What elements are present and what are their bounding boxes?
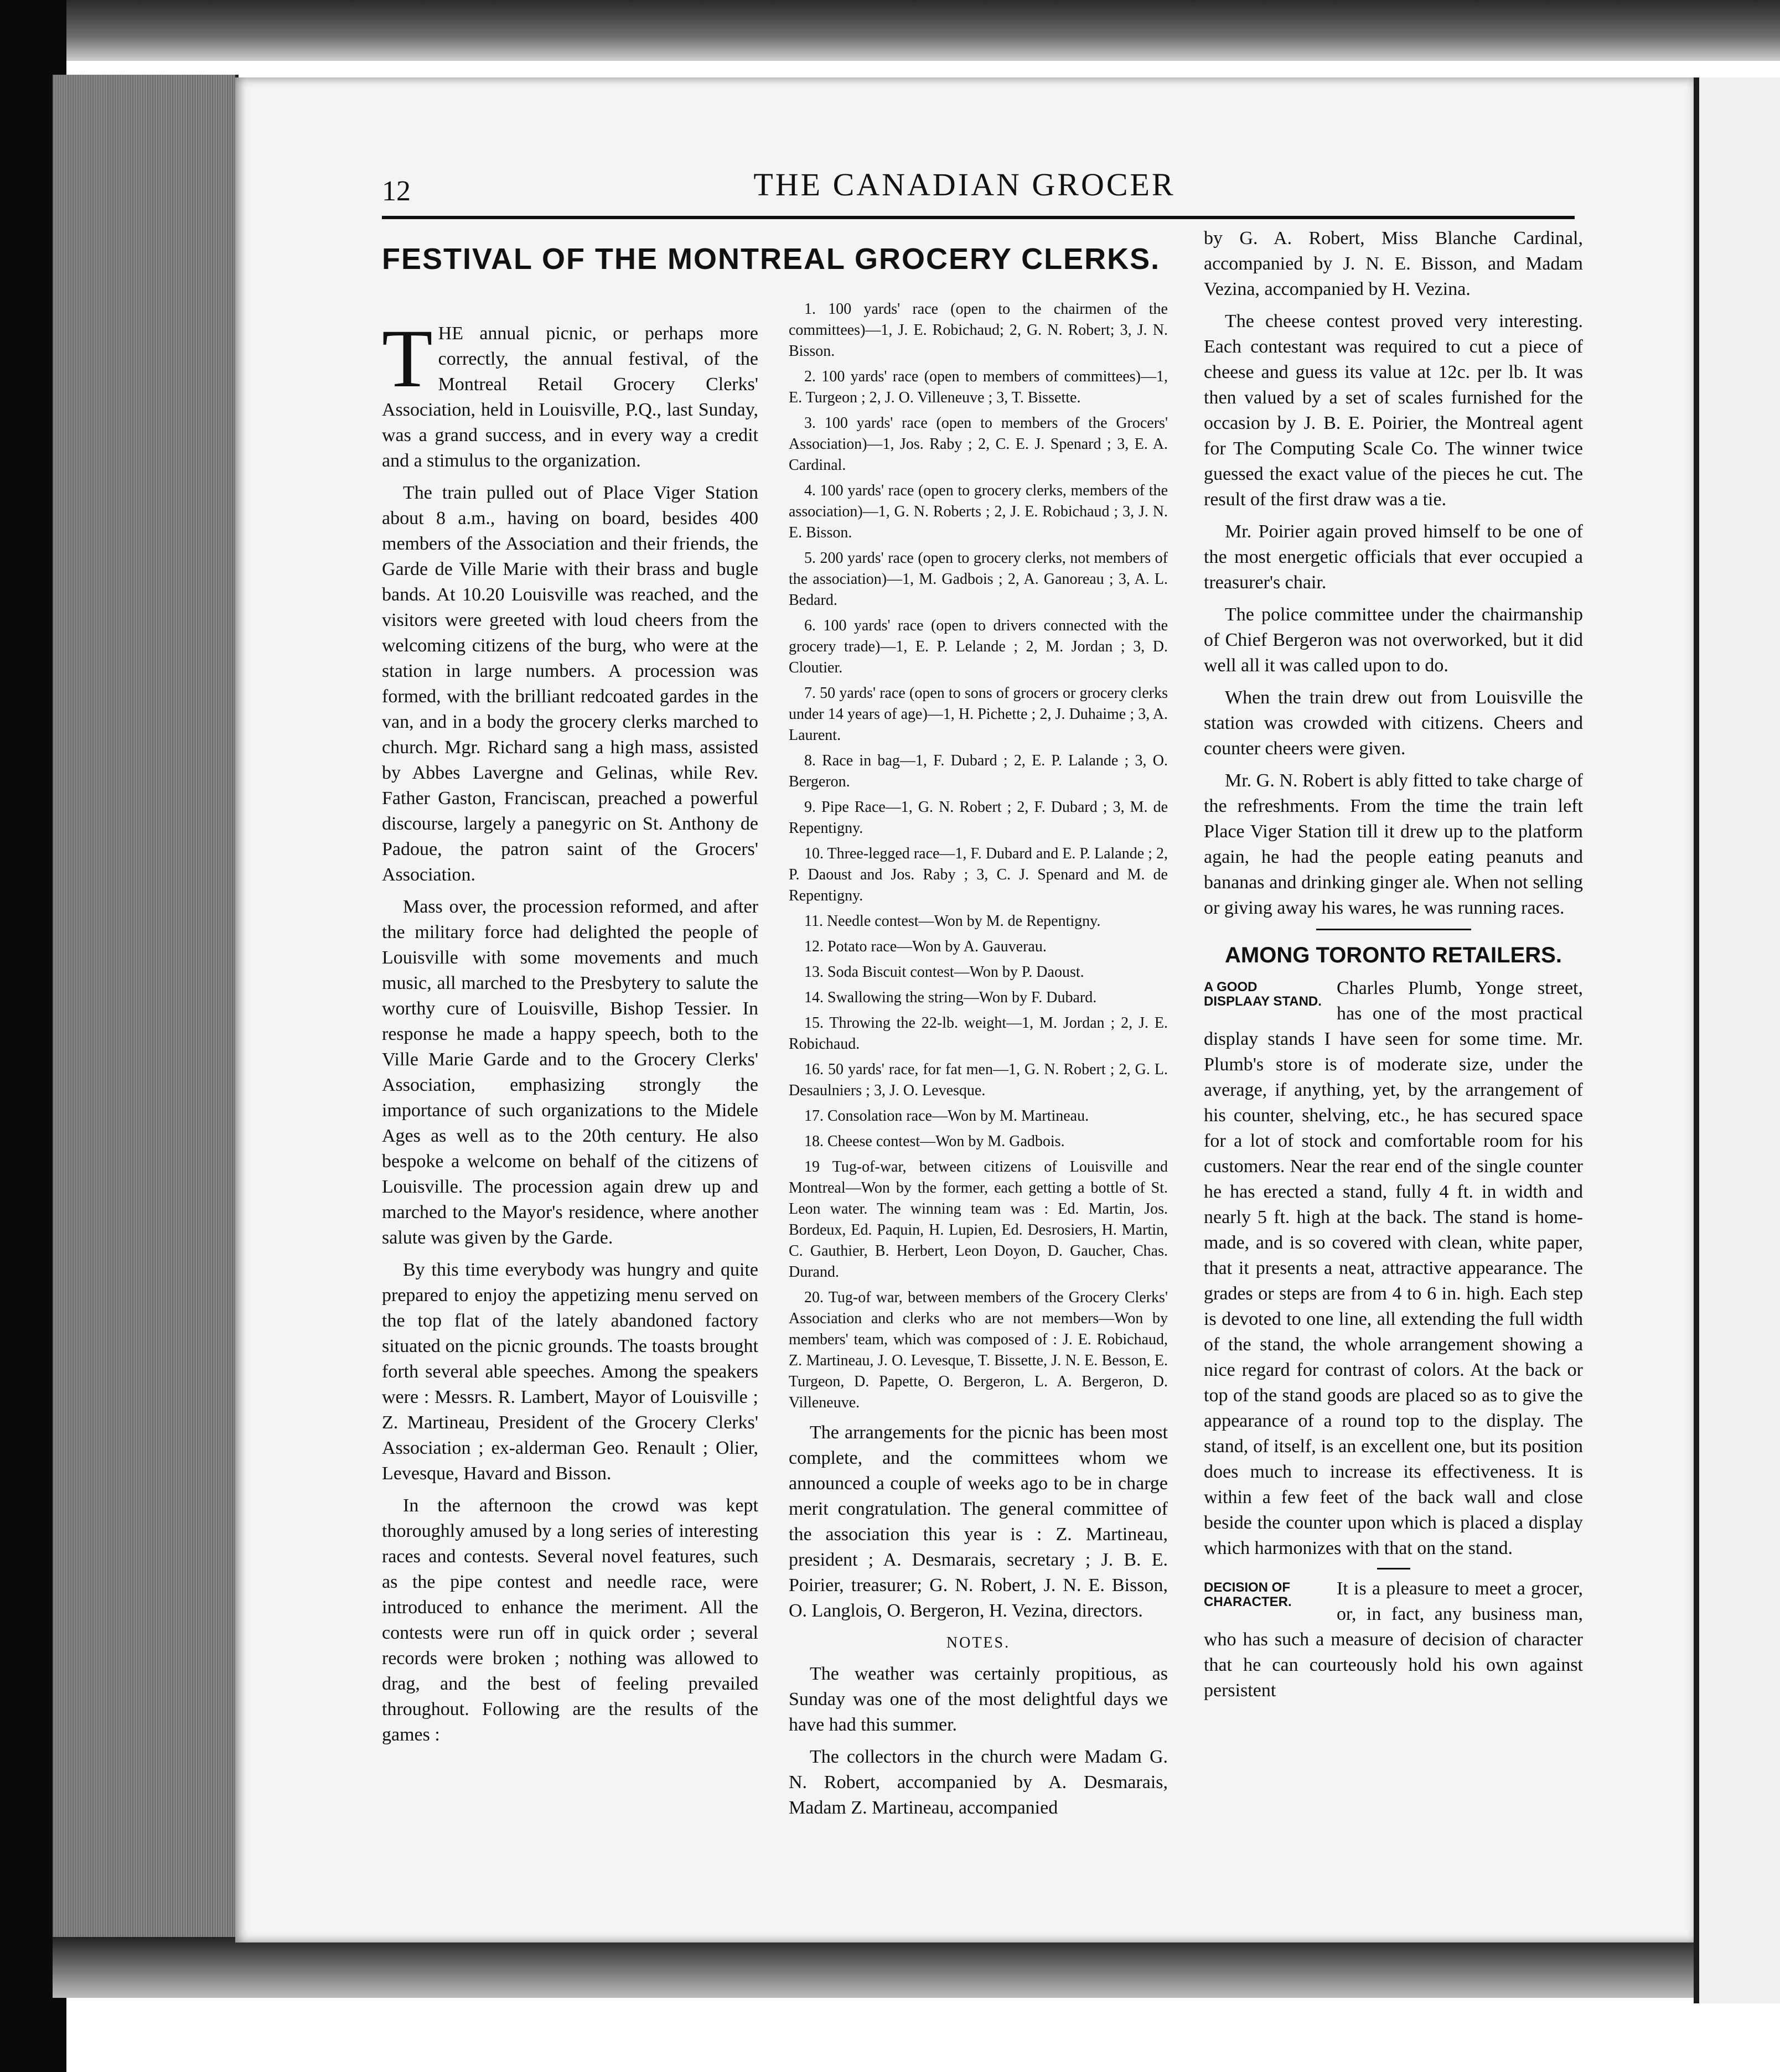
column-middle [789,299,1168,1827]
running-head: THE CANADIAN GROCER [753,167,1176,203]
article-para-3: Mass over, the procession reformed, and after the military force had delighted the people of Louisville with some movements and much music, all marched to the Presbytery to salute the worthy cure of Louisville, Bishop Tessier. In response he made a happy speech, both to the Ville Marie Garde and to the Grocery Clerks' Association, emphasizing strongly the importance of such organizations to the Midele Ages as well as to the 20th century. He also bespoke a welcome on behalf of the citizens of Louisville. The procession again drew up and marched to the Mayor's residence, where another salute was given by the Garde. [382,897,758,1248]
result-item: 8. Race in bag—1, F. Dubard ; 2, E. P. Lalande ; 3, O. Bergeron. [789,752,1168,790]
result-item: 7. 50 yards' race (open to sons of grocers or grocery clerks under 14 years of age)—1, H. Pichette ; 2, J. Duhaime ; 3, A. Laurent. [789,685,1168,744]
article-para-5: In the afternoon the crowd was kept thoroughly amused by a long series of interesting races and contests. Several novel features, such as the pipe contest and needle race, were introduced to enhance the meriment. All the contests were run off in quick order ; several records were broken ; nothing was allowed to drag, and the best of feeling prevailed throughout. Following are the results of the games : [382,1495,758,1745]
result-item: 16. 50 yards' race, for fat men—1, G. N. Robert ; 2, G. L. Desaulniers ; 3, J. O. Levesque. [789,1061,1168,1099]
result-item: 19 Tug-of-war, between citizens of Louisville and Montreal—Won by the former, each getting a bottle of St. Leon water. The winning team was : Ed. Martin, Jos. Bordeux, Ed. Paquin, H. Lupien, Ed. Desrosiers, H. Martin, C. Gauthier, B. Herbert, Leon Doyon, D. Gaucher, Chas. Durand. [789,1158,1168,1281]
column-left [382,313,758,1754]
magazine-page [235,77,1694,1942]
result-item: 20. Tug-of war, between members of the Grocery Clerks' Association and clerks who are not members—Won by members' team, which was composed of : J. E. Robichaud, Z. Martineau, J. O. Levesque, T. Bissette, J. N. E. Besson, E. Turgeon, D. Papette, O. Bergeron, L. A. Bergeron, D. Villeneuve. [789,1289,1168,1411]
result-item: 12. Potato race—Won by A. Gauverau. [804,938,1047,955]
race-results-list [789,299,1168,1413]
result-item: 1. 100 yards' race (open to the chairmen of the committees)—1, J. E. Robichaud; 2, G. N. Robert; 3, J. N. Bisson. [789,301,1168,360]
note-refreshments: Mr. G. N. Robert is ably fitted to take charge of the refreshments. From the time the train left Place Viger Station till it drew up to the platform again, he had the people eating peanuts and bananas and drinking ginger ale. When not selling or giving away his wares, he was running races. [1204,770,1583,918]
para-1-text: HE annual picnic, or perhaps more correctly, the annual festival, of the Montreal Retail Grocery Clerks' Association, held in Louisville, P.Q., last Sunday, was a grand success, and in every way a credit and a stimulus to the organization. [382,323,758,471]
article-para-2: The train pulled out of Place Viger Station about 8 a.m., having on board, besides 400 members of the Association and their friends, the Garde de Ville Marie with their brass and bugle bands. At 10.20 Louisville was reached, and the visitors were greeted with loud cheers from the welcoming citizens of the burg, who were at the station in large numbers. A procession was formed, with the brilliant redcoated gardes in the van, and in a body the grocery clerks marched to church. Mgr. Richard sang a high mass, assisted by Abbes Lavergne and Gelinas, while Rev. Father Gaston, Franciscan, preached a powerful discourse, largely a panegyric on St. Anthony de Padoue, the patron saint of the Grocers' Association. [382,483,758,885]
article-title: FESTIVAL OF THE MONTREAL GROCERY CLERKS. [382,242,1161,276]
decision-text: It is a pleasure to meet a grocer, or, in fact, any business man, who has such a measure of decision of character that he can courteously hold his own against persistent [1204,1578,1583,1701]
result-item: 5. 200 yards' race (open to grocery clerks, not members of the association)—1, M. Gadbois ; 2, A. Ganoreau ; 3, A. L. Bedard. [789,550,1168,609]
result-item: 10. Three-legged race—1, F. Dubard and E. P. Lalande ; 2, P. Daoust and Jos. Raby ; 3, C. J. Spenard and M. de Repentigny. [789,845,1168,904]
result-item: 14. Swallowing the string—Won by F. Dubard. [804,989,1097,1006]
result-item: 18. Cheese contest—Won by M. Gadbois. [804,1133,1065,1150]
page-number: 12 [382,175,411,207]
result-item: 3. 100 yards' race (open to members of the Grocers' Association)—1, Jos. Raby ; 2, C. E. J. Spenard ; 3, E. A. Cardinal. [789,415,1168,474]
note-collectors-continued: by G. A. Robert, Miss Blanche Cardinal, accompanied by J. N. E. Bisson, and Madam Vezina, accompanied by H. Vezina. [1204,228,1583,299]
notes-heading: NOTES. [946,1634,1011,1651]
note-cheese-contest: The cheese contest proved very interesting. Each contestant was required to cut a piece of cheese and guess its value at 12c. per lb. It was then valued by a set of scales furnished for the occasion by J. B. E. Poirier, the Montreal agent for The Computing Scale Co. The winner twice guessed the exact value of the pieces he cut. The result of the first draw was a tie. [1204,311,1583,510]
result-item: 6. 100 yards' race (open to drivers connected with the grocery trade)—1, E. P. Lelande ; 2, M. Jordan ; 3, D. Cloutier. [789,617,1168,676]
column-right [1204,226,1583,1710]
decision-para [1204,1576,1583,1703]
facing-page-edge [1694,77,1780,2003]
header-rule [382,216,1575,219]
sidehead-decision: DECISION OF CHARACTER. [1204,1580,1292,1609]
article-para-4: By this time everybody was hungry and quite prepared to enjoy the appetizing menu served on the top flat of the lately abandoned factory situated on the picnic grounds. The toasts brought forth several able speeches. Among the speakers were : Messrs. R. Lambert, Mayor of Louisville ; Z. Martineau, President of the Grocery Clerks' Association ; ex-alderman Geo. Renault ; Olier, Levesque, Havard and Bisson. [382,1260,758,1484]
result-item: 4. 100 yards' race (open to grocery clerks, members of the association)—1, G. N. Roberts ; 2, J. E. Robichaud ; 3, J. N. E. Bisson. [789,482,1168,541]
note-collectors: The collectors in the church were Madam G. N. Robert, accompanied by A. Desmarais, Madam Z. Martineau, accompanied [789,1747,1168,1818]
result-item: 2. 100 yards' race (open to members of committees)—1, E. Turgeon ; 2, J. O. Villeneuve ; 3, T. Bissette. [789,368,1168,406]
drop-cap: T [382,313,433,405]
article-para-6: The arrangements for the picnic has been most complete, and the committees whom we announced a couple of weeks ago to be in charge merit congratulation. The general committee of the association this year is : Z. Martineau, president ; A. Desmarais, secretary ; J. B. E. Poirier, treasurer; G. N. Robert, J. N. E. Bisson, O. Langlois, O. Bergeron, H. Vezina, directors. [789,1422,1168,1621]
item-divider [1377,1568,1410,1569]
scan-shadow-top [0,0,1780,61]
result-item: 17. Consolation race—Won by M. Martineau. [804,1107,1089,1125]
article-para-1 [382,313,758,474]
sidehead-display-stand: A GOOD DISPLAAY STAND. [1204,980,1322,1009]
note-police: The police committee under the chairmanship of Chief Bergeron was not overworked, but it did well all it was called upon to do. [1204,604,1583,676]
note-weather: The weather was certainly propitious, as Sunday was one of the most delightful days we have had this summer. [789,1664,1168,1735]
result-item: 9. Pipe Race—1, G. N. Robert ; 2, F. Dubard ; 3, M. de Repentigny. [789,799,1168,837]
section-divider [1316,929,1471,930]
book-bottom-edge [53,1937,1707,1998]
note-poirier: Mr. Poirier again proved himself to be one of the most energetic officials that ever occupied a treasurer's chair. [1204,521,1583,593]
result-item: 15. Throwing the 22-lb. weight—1, M. Jordan ; 2, J. E. Robichaud. [789,1014,1168,1053]
result-item: 11. Needle contest—Won by M. de Repentigny. [804,913,1101,930]
note-train: When the train drew out from Louisville the station was crowded with citizens. Cheers and counter cheers were given. [1204,687,1583,759]
book-page-edges [53,75,239,1945]
toronto-heading: AMONG TORONTO RETAILERS. [1225,943,1562,967]
display-stand-para [1204,976,1583,1561]
result-item: 13. Soda Biscuit contest—Won by P. Daoust. [804,964,1084,981]
display-stand-text: Charles Plumb, Yonge street, has one of the most practical display stands I have seen for some time. Mr. Plumb's store is of moderate size, under the average, if anything, yet, by the arrangement of his counter, shelving, etc., he has secured space for a lot of stock and comfortable room for his customers. Near the rear end of the single counter he has erected a stand, fully 4 ft. in width and nearly 5 ft. high at the back. The stand is home-made, and is so covered with clean, white paper, that it presents a neat, attractive appearance. The grades or steps are from 4 to 6 in. high. Each step is devoted to one line, all extending the full width of the stand, the whole arrangement showing a nice regard for contrast of colors. At the back or top of the stand goods are placed so as to give the appearance of a round top to the display. The stand, of itself, is an excellent one, but its position does much to increase its effectiveness. It is within a few feet of the back wall and close beside the counter upon which is placed a display which harmonizes with that on the stand. [1204,978,1583,1558]
